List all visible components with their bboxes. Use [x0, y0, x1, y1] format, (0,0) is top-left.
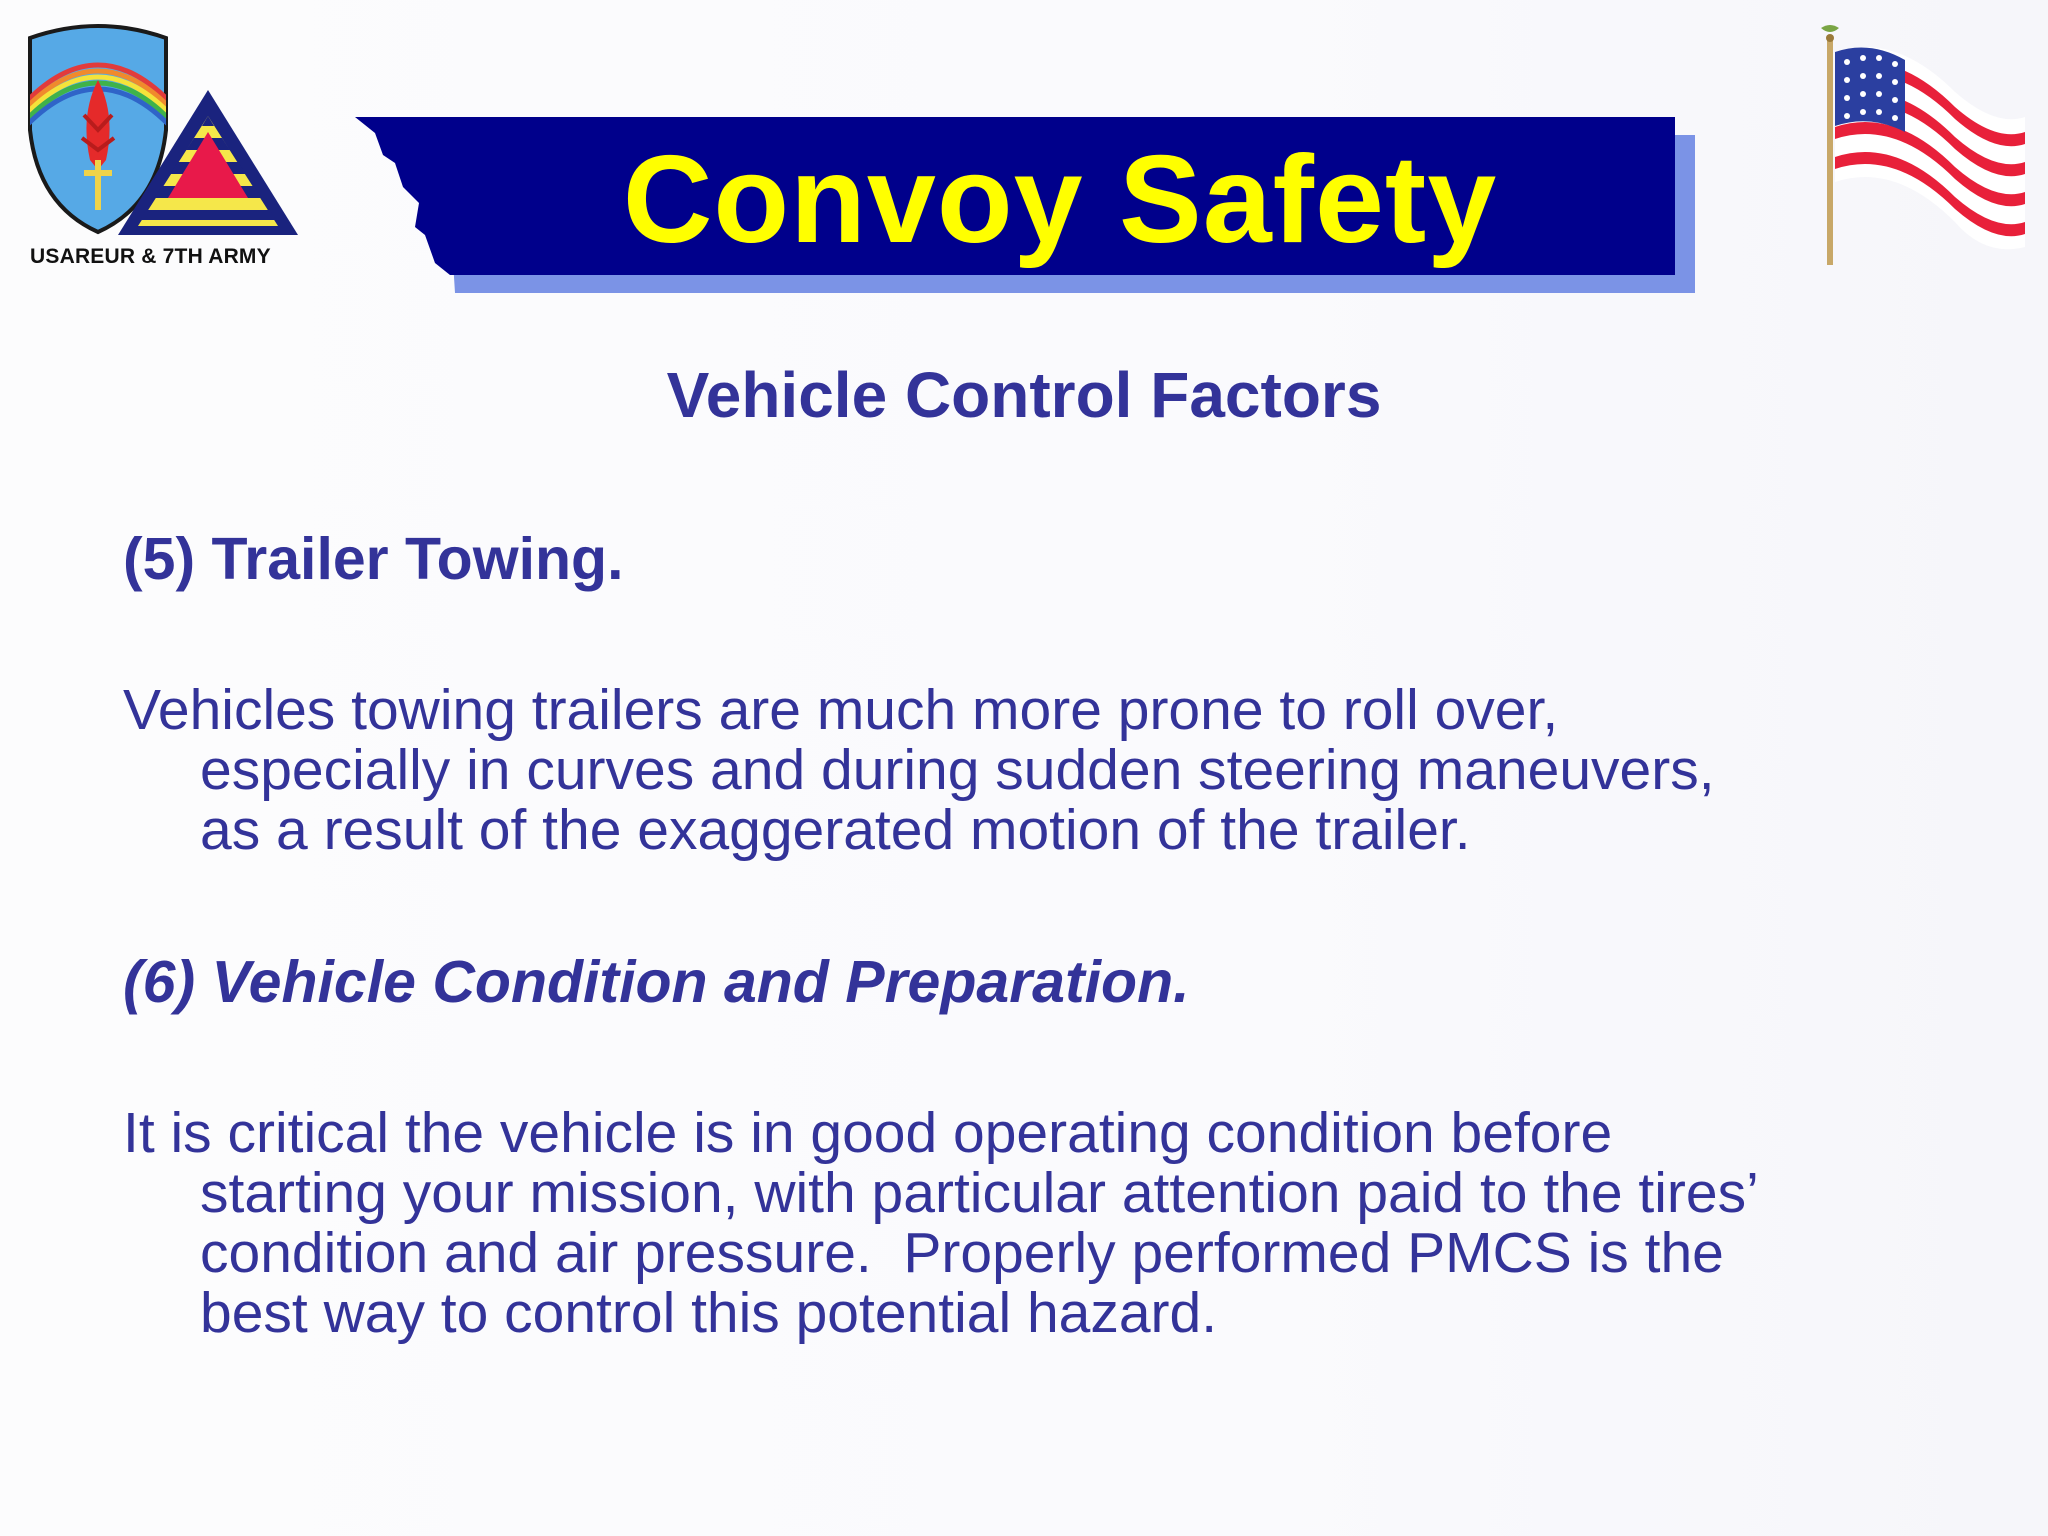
us-flag-icon	[1815, 22, 2030, 272]
paragraph-line: Vehicles towing trailers are much more prone to roll over,	[123, 678, 1559, 742]
seventh-army-patch-icon	[18, 20, 318, 245]
section-paragraph-trailer-towing	[123, 680, 1923, 860]
paragraph-line: It is critical the vehicle is in good operating condition before	[123, 1101, 1613, 1165]
paragraph-line: as a result of the exaggerated motion of the trailer.	[200, 798, 1471, 862]
logo-caption: USAREUR & 7TH ARMY	[30, 245, 271, 268]
paragraph-line: best way to control this potential hazard.	[200, 1281, 1218, 1345]
title-banner	[355, 115, 1695, 295]
paragraph-line: starting your mission, with particular attention paid to the tires’	[200, 1161, 1759, 1225]
page-title: Convoy Safety	[622, 131, 1498, 269]
section-paragraph-vehicle-condition	[123, 1103, 1923, 1343]
slide-subtitle: Vehicle Control Factors	[666, 359, 1382, 431]
unit-logos	[18, 20, 308, 280]
paragraph-line: especially in curves and during sudden steering maneuvers,	[200, 738, 1715, 802]
section-heading-vehicle-condition: (6) Vehicle Condition and Preparation.	[123, 949, 1190, 1015]
section-heading-trailer-towing: (5) Trailer Towing.	[123, 526, 624, 592]
paragraph-line: condition and air pressure. Properly performed PMCS is the	[200, 1221, 1724, 1285]
